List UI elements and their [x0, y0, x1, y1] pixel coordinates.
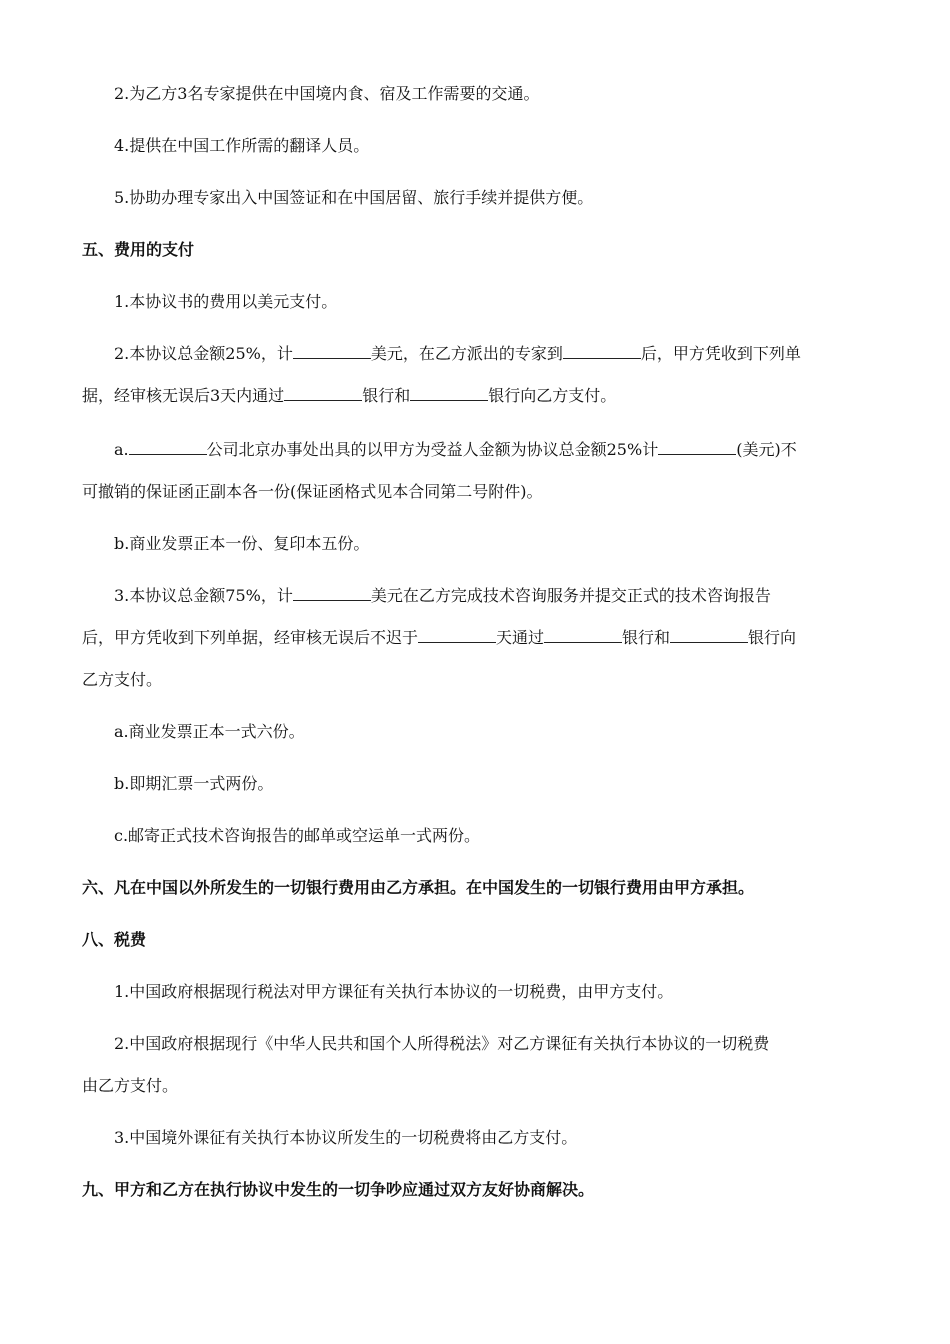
text-fragment: 银行和	[362, 386, 411, 405]
text-fragment: 银行和	[622, 628, 671, 647]
text-fragment: 银行向乙方支付。	[488, 386, 617, 405]
text-fragment: 美元在乙方完成技术咨询服务并提交正式的技术咨询报告	[370, 586, 771, 605]
fill-in-blank	[410, 386, 488, 401]
clause-line: 4.提供在中国工作所需的翻译人员。	[114, 136, 370, 155]
text-fragment: 据，经审核无误后3天内通过	[82, 386, 285, 405]
text-fragment: 后，甲方凭收到下列单据，经审核无误后不迟于	[82, 628, 419, 647]
text-fragment: 2.本协议总金额25%，计	[114, 344, 293, 363]
clause-line: c.邮寄正式技术咨询报告的邮单或空运单一式两份。	[114, 826, 481, 845]
clause-line: 1.中国政府根据现行税法对甲方课征有关执行本协议的一切税费，由甲方支付。	[114, 982, 674, 1001]
fill-in-blank	[293, 586, 371, 601]
text-fragment: 天通过	[496, 628, 545, 647]
fill-in-blank	[658, 440, 736, 455]
text-fragment: 银行向	[748, 628, 797, 647]
clause-line: 乙方支付。	[82, 670, 163, 689]
section-heading-5: 五、费用的支付	[82, 240, 195, 259]
fill-in-blank	[563, 344, 641, 359]
section-heading-9: 九、甲方和乙方在执行协议中发生的一切争吵应通过双方友好协商解决。	[82, 1180, 595, 1199]
fill-in-blank	[129, 440, 207, 455]
clause-line: b.即期汇票一式两份。	[114, 774, 274, 793]
clause-line: 1.本协议书的费用以美元支付。	[114, 292, 338, 311]
clause-line: 可撤销的保证函正副本各一份(保证函格式见本合同第二号附件)。	[82, 482, 543, 501]
clause-line: 2.中国政府根据现行《中华人民共和国个人所得税法》对乙方课征有关执行本协议的一切税费	[114, 1034, 770, 1053]
clause-line: 2.为乙方3名专家提供在中国境内食、宿及工作需要的交通。	[114, 84, 540, 103]
clause-line: 由乙方支付。	[82, 1076, 179, 1095]
text-fragment: a.	[114, 440, 129, 459]
clause-line	[114, 440, 797, 460]
clause-line	[82, 386, 616, 406]
fill-in-blank	[544, 628, 622, 643]
clause-line	[114, 586, 771, 606]
clause-line: 5.协助办理专家出入中国签证和在中国居留、旅行手续并提供方便。	[114, 188, 594, 207]
clause-line: 3.中国境外课征有关执行本协议所发生的一切税费将由乙方支付。	[114, 1128, 578, 1147]
section-heading-6: 六、凡在中国以外所发生的一切银行费用由乙方承担。在中国发生的一切银行费用由甲方承担。	[82, 878, 755, 897]
fill-in-blank	[293, 344, 371, 359]
clause-line	[114, 344, 801, 364]
clause-line: a.商业发票正本一式六份。	[114, 722, 305, 741]
text-fragment: 公司北京办事处出具的以甲方为受益人金额为协议总金额25%计	[206, 440, 659, 459]
fill-in-blank	[284, 386, 362, 401]
text-fragment: 美元，在乙方派出的专家到	[370, 344, 563, 363]
text-fragment: 3.本协议总金额75%，计	[114, 586, 293, 605]
section-heading-8: 八、税费	[82, 930, 147, 949]
fill-in-blank	[418, 628, 496, 643]
fill-in-blank	[670, 628, 748, 643]
text-fragment: (美元)不	[736, 440, 797, 459]
clause-line	[82, 628, 796, 648]
clause-line: b.商业发票正本一份、复印本五份。	[114, 534, 370, 553]
text-fragment: 后，甲方凭收到下列单	[640, 344, 801, 363]
